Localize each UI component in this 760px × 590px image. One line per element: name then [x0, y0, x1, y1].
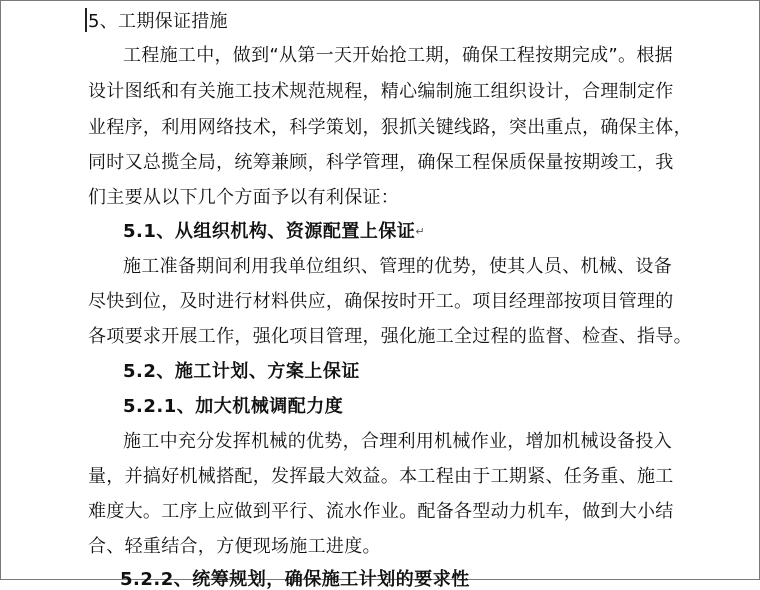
intro-line-5: 们主要从以下几个方面予以有利保证： [88, 187, 400, 208]
para-5-1-line-3: 各项要求开展工作，强化项目管理，强化施工全过程的监督、检查、指导。 [88, 326, 692, 347]
para-5-1-line-2: 尽快到位，及时进行材料供应，确保按时开工。项目经理部按项目管理的 [88, 291, 674, 312]
para-5-1-line-1: 施工准备期间利用我单位组织、管理的优势，使其人员、机械、设备 [123, 256, 672, 277]
section-title: 5、工期保证措施 [88, 11, 228, 32]
text-cursor [85, 8, 87, 32]
heading-5-1 [123, 222, 425, 242]
para-5-2-1-line-4: 合、轻重结合，方便现场施工进度。 [88, 536, 381, 557]
heading-5-1-text: 5.1、从组织机构、资源配置上保证 [123, 221, 416, 242]
intro-line-4: 同时又总揽全局，统筹兼顾，科学管理，确保工程保质保量按期竣工，我 [88, 152, 674, 173]
para-5-2-1-line-2: 量，并搞好机械搭配，发挥最大效益。本工程由于工期紧、任务重、施工 [88, 466, 674, 487]
para-5-2-1-line-3: 难度大。工序上应做到平行、流水作业。配备各型动力机车，做到大小结 [88, 501, 674, 522]
paragraph-mark-icon: ↵ [415, 225, 426, 238]
heading-5-2-2-partial: 5.2.2、统筹规划，确保施工计划的要求性 [120, 569, 470, 590]
heading-5-2-1: 5.2.1、加大机械调配力度 [123, 396, 344, 417]
intro-line-1: 工程施工中，做到“从第一天开始抢工期，确保工程按期完成”。根据 [123, 45, 673, 66]
heading-5-2: 5.2、施工计划、方案上保证 [123, 361, 360, 382]
intro-line-3: 业程序，利用网络技术，科学策划，狠抓关键线路，突出重点，确保主体， [88, 117, 692, 138]
intro-line-2: 设计图纸和有关施工技术规范规程，精心编制施工组织设计，合理制定作 [88, 81, 674, 102]
para-5-2-1-line-1: 施工中充分发挥机械的优势，合理利用机械作业，增加机械设备投入 [123, 431, 672, 452]
